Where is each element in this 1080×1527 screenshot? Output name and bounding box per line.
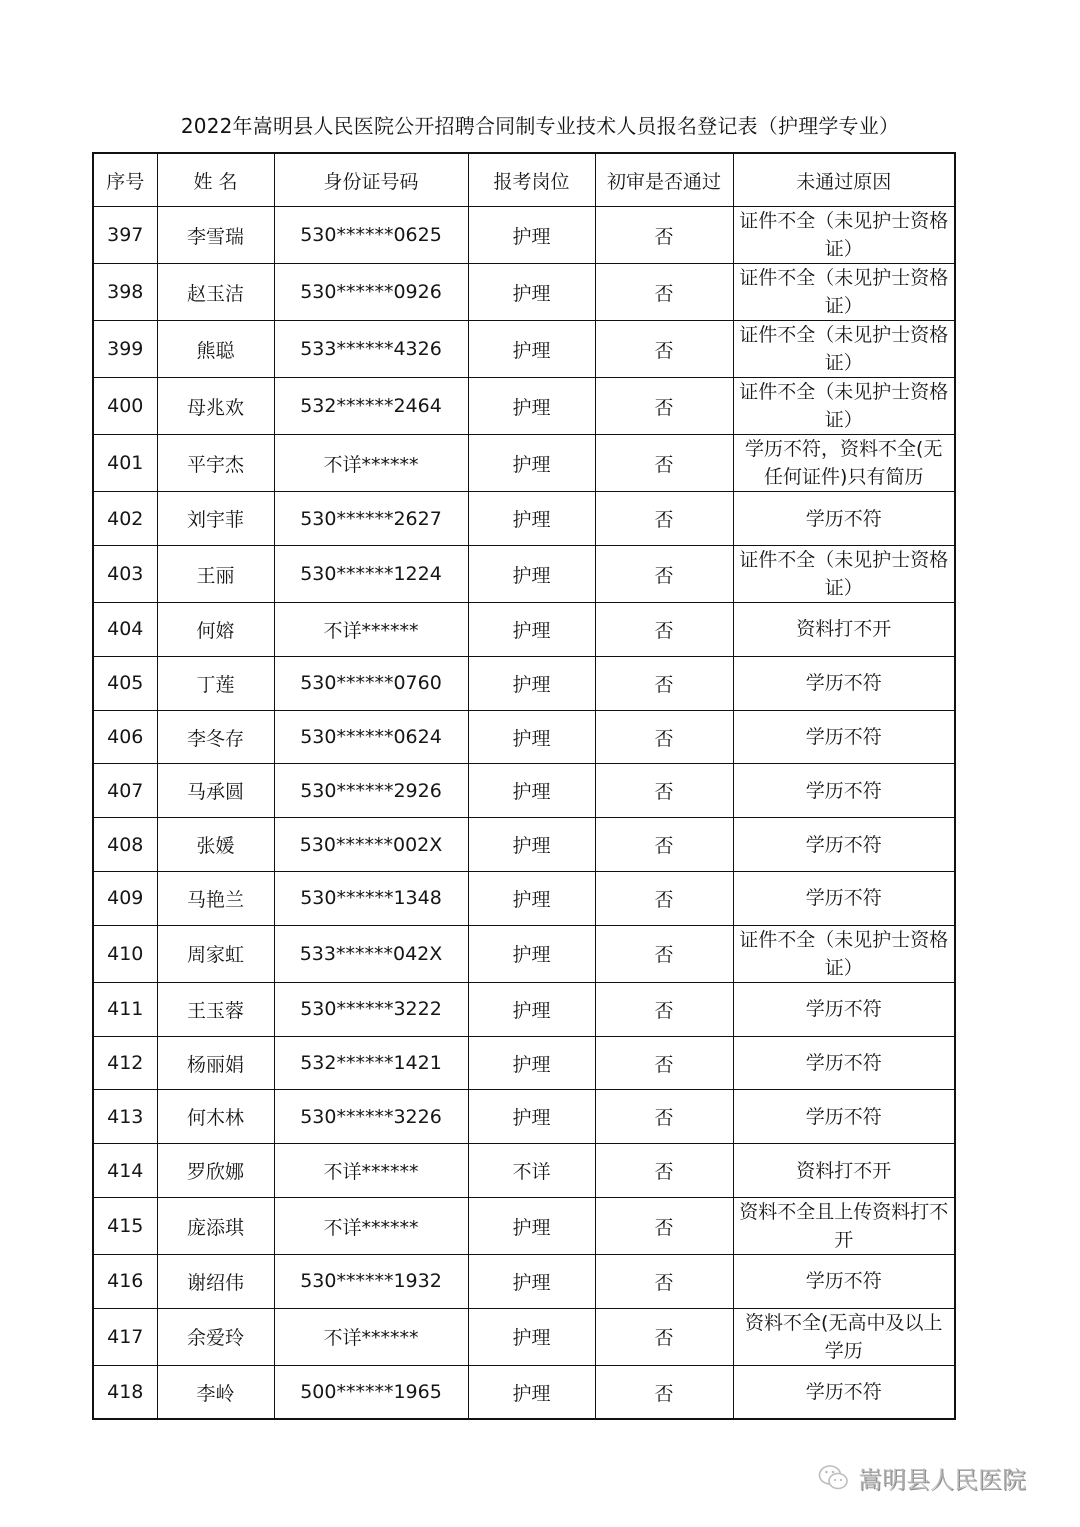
row-no: 415 (93, 1198, 157, 1255)
table-row (93, 982, 955, 1036)
row-name: 赵玉洁 (157, 264, 274, 321)
row-passed: 否 (595, 1144, 733, 1198)
row-name: 何嫆 (157, 603, 274, 657)
row-name: 丁莲 (157, 656, 274, 710)
row-no: 397 (93, 207, 157, 264)
row-id: 530******3226 (274, 1090, 468, 1144)
row-name: 王丽 (157, 546, 274, 603)
row-reason: 证件不全（未见护士资格证） (733, 264, 955, 321)
row-no: 418 (93, 1365, 157, 1419)
row-no: 399 (93, 321, 157, 378)
row-reason: 资料打不开 (733, 1144, 955, 1198)
table-row (93, 264, 955, 321)
table-row (93, 818, 955, 872)
row-post: 护理 (468, 1365, 595, 1419)
row-post: 护理 (468, 321, 595, 378)
row-passed: 否 (595, 982, 733, 1036)
row-post: 护理 (468, 1308, 595, 1365)
row-id: 530******2627 (274, 492, 468, 546)
table-row (93, 710, 955, 764)
row-reason: 资料不全(无高中及以上学历 (733, 1308, 955, 1365)
watermark-text: 嵩明县人民医院 (858, 1466, 1026, 1494)
row-reason: 证件不全（未见护士资格证） (733, 378, 955, 435)
row-no: 409 (93, 872, 157, 926)
row-reason: 学历不符 (733, 818, 955, 872)
row-passed: 否 (595, 710, 733, 764)
row-id: 532******1421 (274, 1036, 468, 1090)
table-row (93, 1144, 955, 1198)
row-post: 护理 (468, 378, 595, 435)
row-no: 406 (93, 710, 157, 764)
row-id: 530******0624 (274, 710, 468, 764)
row-passed: 否 (595, 1255, 733, 1309)
row-post: 护理 (468, 925, 595, 982)
row-no: 405 (93, 656, 157, 710)
row-id: 530******2926 (274, 764, 468, 818)
table-row (93, 1308, 955, 1365)
row-no: 414 (93, 1144, 157, 1198)
row-reason: 资料不全且上传资料打不开 (733, 1198, 955, 1255)
table-row (93, 378, 955, 435)
row-post: 护理 (468, 872, 595, 926)
row-post: 护理 (468, 982, 595, 1036)
row-reason: 学历不符 (733, 1255, 955, 1309)
table-row (93, 435, 955, 492)
row-no: 408 (93, 818, 157, 872)
row-name: 杨丽娟 (157, 1036, 274, 1090)
row-passed: 否 (595, 925, 733, 982)
header-name: 姓 名 (157, 153, 274, 207)
row-id: 530******1348 (274, 872, 468, 926)
row-id: 530******1932 (274, 1255, 468, 1309)
header-no: 序号 (93, 153, 157, 207)
row-post: 护理 (468, 1255, 595, 1309)
row-no: 407 (93, 764, 157, 818)
row-passed: 否 (595, 435, 733, 492)
row-passed: 否 (595, 378, 733, 435)
row-reason: 学历不符 (733, 710, 955, 764)
row-id: 532******2464 (274, 378, 468, 435)
row-post: 护理 (468, 710, 595, 764)
table-row (93, 764, 955, 818)
row-post: 护理 (468, 1036, 595, 1090)
row-passed: 否 (595, 603, 733, 657)
row-no: 412 (93, 1036, 157, 1090)
row-no: 402 (93, 492, 157, 546)
header-reason: 未通过原因 (733, 153, 955, 207)
row-name: 平宇杰 (157, 435, 274, 492)
table-row (93, 1365, 955, 1419)
table-row (93, 1198, 955, 1255)
row-id: 不详****** (274, 435, 468, 492)
row-post: 护理 (468, 492, 595, 546)
row-id: 530******0625 (274, 207, 468, 264)
row-post: 不详 (468, 1144, 595, 1198)
row-name: 余爱玲 (157, 1308, 274, 1365)
row-reason: 学历不符 (733, 764, 955, 818)
watermark (818, 1460, 1026, 1495)
row-post: 护理 (468, 264, 595, 321)
row-name: 马艳兰 (157, 872, 274, 926)
document-title: 2022年嵩明县人民医院公开招聘合同制专业技术人员报名登记表（护理学专业） (180, 114, 900, 138)
row-reason: 学历不符 (733, 1365, 955, 1419)
row-reason: 学历不符 (733, 1036, 955, 1090)
row-passed: 否 (595, 492, 733, 546)
row-passed: 否 (595, 1198, 733, 1255)
header-passed: 初审是否通过 (595, 153, 733, 207)
row-reason: 学历不符 (733, 1090, 955, 1144)
row-reason: 资料打不开 (733, 603, 955, 657)
row-id: 500******1965 (274, 1365, 468, 1419)
row-no: 404 (93, 603, 157, 657)
row-reason: 证件不全（未见护士资格证） (733, 546, 955, 603)
row-id: 530******0926 (274, 264, 468, 321)
row-name: 李冬存 (157, 710, 274, 764)
row-passed: 否 (595, 207, 733, 264)
row-name: 李岭 (157, 1365, 274, 1419)
table-header-row (93, 153, 955, 207)
row-post: 护理 (468, 435, 595, 492)
row-id: 不详****** (274, 1308, 468, 1365)
row-id: 不详****** (274, 603, 468, 657)
table-row (93, 872, 955, 926)
row-passed: 否 (595, 1365, 733, 1419)
row-name: 张媛 (157, 818, 274, 872)
table-row (93, 1090, 955, 1144)
row-reason: 证件不全（未见护士资格证） (733, 925, 955, 982)
table-row (93, 321, 955, 378)
row-name: 庞添琪 (157, 1198, 274, 1255)
row-no: 413 (93, 1090, 157, 1144)
row-name: 何木林 (157, 1090, 274, 1144)
row-post: 护理 (468, 603, 595, 657)
row-id: 530******1224 (274, 546, 468, 603)
table-row (93, 656, 955, 710)
header-id: 身份证号码 (274, 153, 468, 207)
row-passed: 否 (595, 264, 733, 321)
row-passed: 否 (595, 818, 733, 872)
row-name: 母兆欢 (157, 378, 274, 435)
table-row (93, 207, 955, 264)
row-name: 周家虹 (157, 925, 274, 982)
table-row (93, 1036, 955, 1090)
header-post: 报考岗位 (468, 153, 595, 207)
row-id: 530******3222 (274, 982, 468, 1036)
row-no: 403 (93, 546, 157, 603)
row-passed: 否 (595, 1090, 733, 1144)
row-no: 411 (93, 982, 157, 1036)
row-reason: 学历不符 (733, 656, 955, 710)
row-reason: 学历不符 (733, 982, 955, 1036)
registration-table (92, 152, 956, 1420)
row-name: 谢绍伟 (157, 1255, 274, 1309)
table-row (93, 925, 955, 982)
row-id: 不详****** (274, 1144, 468, 1198)
row-post: 护理 (468, 1198, 595, 1255)
row-no: 398 (93, 264, 157, 321)
row-id: 533******042X (274, 925, 468, 982)
row-reason: 证件不全（未见护士资格证） (733, 321, 955, 378)
row-passed: 否 (595, 764, 733, 818)
row-post: 护理 (468, 656, 595, 710)
row-name: 王玉蓉 (157, 982, 274, 1036)
table-row (93, 1255, 955, 1309)
row-post: 护理 (468, 207, 595, 264)
row-passed: 否 (595, 1036, 733, 1090)
table-row (93, 546, 955, 603)
row-post: 护理 (468, 1090, 595, 1144)
table-row (93, 492, 955, 546)
row-name: 罗欣娜 (157, 1144, 274, 1198)
table-row (93, 603, 955, 657)
row-reason: 学历不符，资料不全(无任何证件)只有简历 (733, 435, 955, 492)
row-no: 401 (93, 435, 157, 492)
row-post: 护理 (468, 818, 595, 872)
row-id: 533******4326 (274, 321, 468, 378)
row-name: 马承圆 (157, 764, 274, 818)
row-reason: 证件不全（未见护士资格证） (733, 207, 955, 264)
row-passed: 否 (595, 321, 733, 378)
row-passed: 否 (595, 656, 733, 710)
row-name: 刘宇菲 (157, 492, 274, 546)
row-no: 416 (93, 1255, 157, 1309)
row-no: 400 (93, 378, 157, 435)
row-passed: 否 (595, 872, 733, 926)
wechat-icon (818, 1464, 850, 1492)
row-id: 不详****** (274, 1198, 468, 1255)
row-name: 李雪瑞 (157, 207, 274, 264)
row-id: 530******002X (274, 818, 468, 872)
row-no: 410 (93, 925, 157, 982)
row-id: 530******0760 (274, 656, 468, 710)
row-no: 417 (93, 1308, 157, 1365)
row-reason: 学历不符 (733, 872, 955, 926)
row-reason: 学历不符 (733, 492, 955, 546)
row-post: 护理 (468, 546, 595, 603)
row-passed: 否 (595, 1308, 733, 1365)
row-passed: 否 (595, 546, 733, 603)
row-post: 护理 (468, 764, 595, 818)
row-name: 熊聪 (157, 321, 274, 378)
